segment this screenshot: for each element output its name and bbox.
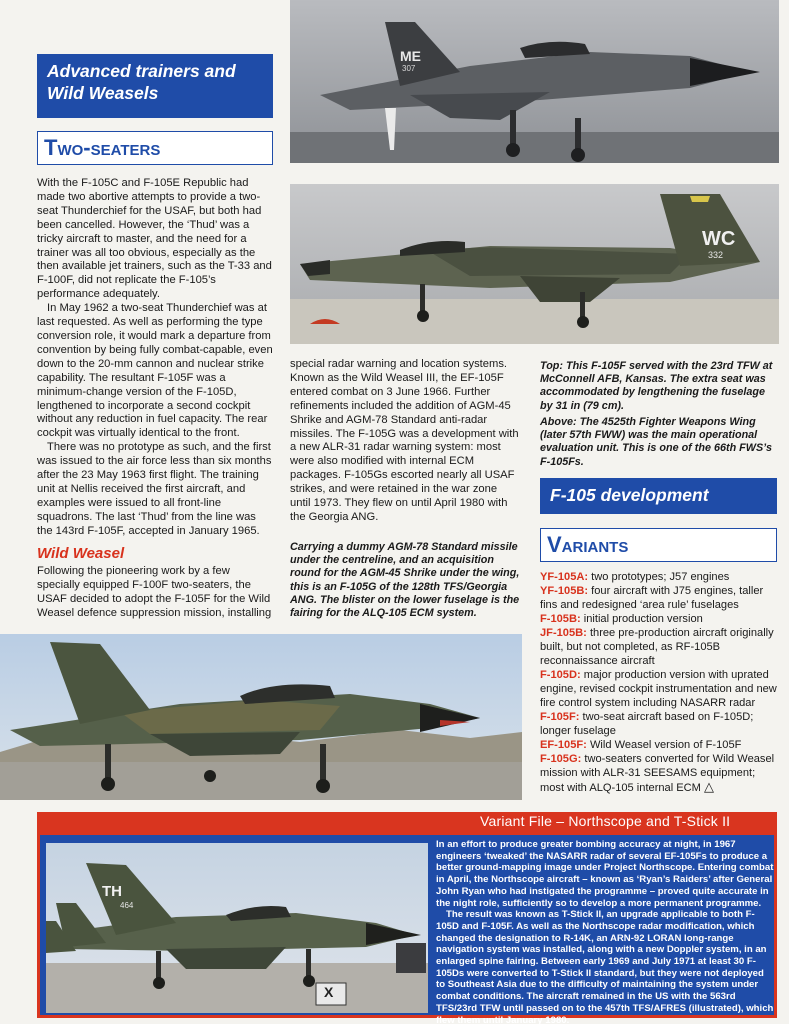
variant-item: F-105F: two-seat aircraft based on F-105D; longer fuselage	[540, 711, 754, 737]
variant-file-title-strip	[37, 812, 777, 834]
variant-file-paragraph-1: In an effort to produce greater bombing accuracy at night, in 1967 engineers ‘tweaked’ the NASARR radar of several EF-105Fs to produce a better ground-mapping image under Project Northscope. Entering combat in April, the Northscope aircraft – known as ‘Ryan’s Raiders’ after General John Ryan who had instigated the programme – proved quite accurate in the night role, sufficiently so to develop a more permanent programme.	[436, 839, 774, 909]
variant-item: YF-105B: four aircraft with J75 engines, taller fins and redesigned ‘area rule’ fuselages	[540, 585, 764, 611]
intro-paragraph-1: With the F-105C and F-105E Republic had made two abortive attempts to provide a two-seat Thunderchief for the USAF, but both had been cancelled. However, the ‘Thud’ was a tricky aircraft to master, and the need for a trainer was all too obvious, especially as the then available jet trainers, such as the T-33 and F-100F, did not replicate the F-105’s performance adequately.	[37, 177, 272, 301]
article-title-box	[37, 54, 273, 118]
caption-top-photo: Top: This F-105F served with the 23rd TFW at McConnell AFB, Kansas. The extra seat was accommodated by lengthening the fuselage by 31 in (79 cm).	[540, 360, 773, 412]
wild-weasel-paragraph: Following the pioneering work by a few specially equipped F-100F two-seaters, the USAF decided to adopt the F-105F for the Wild Weasel defence suppression mission, installing	[37, 565, 272, 619]
wild-weasel-heading: Wild Weasel	[37, 545, 125, 562]
photo-f105g-georgia-ang	[0, 634, 522, 800]
photo-f105f-23rd-tfw	[290, 0, 779, 163]
variant-file-paragraph-2: The result was known as T-Stick II, an upgrade applicable to both F-105D and F-105F. As well as the Northscope radar modification, which changed the designation to R-14K, an ARN-92 LORAN long-range navigation system was installed, along with a new Doppler system, in an enlarged spine fairing. Between early 1969 and July 1971 at least 30 F-105Ds were converted to T-Stick II standard, but they were not deployed to Southeast Asia due to the difficulty of maintaining the system under combat conditions. The aircraft remained in the US with the 563rd TFS/23rd TFW until passed on to the 457th TFS/AFRES (illustrated), which flew them until January 1980.	[436, 909, 774, 1024]
section-heading-two-seaters	[37, 131, 273, 165]
aircraft-illustration-middle	[290, 184, 779, 344]
section-heading-text: Two-seaters	[44, 135, 161, 160]
variant-item: F-105G: two-seaters converted for Wild Weasel mission with ALR-31 SEESAMS equipment; most with ALQ-105 internal ECM △	[540, 753, 775, 794]
caption-above-photo: Above: The 4525th Fighter Weapons Wing (later 57th FWW) was the main operational evaluation unit. This is one of the 66th FWS’s F-105Fs.	[540, 416, 772, 468]
article-title-line1: Advanced trainers and	[47, 61, 236, 81]
t-stick-tail-code: TH	[102, 883, 122, 900]
t-stick-serial: 464	[120, 901, 134, 910]
development-title-box	[540, 478, 777, 514]
development-title: F-105 development	[550, 485, 709, 505]
photo-t-stick-f105s	[46, 843, 428, 1013]
photo-f105f-66th-fws	[290, 184, 779, 344]
variant-item: F-105B: initial production version	[540, 613, 703, 625]
variants-heading-text: Variants	[547, 532, 629, 557]
t-stick-marker: X	[324, 984, 334, 1000]
variant-item: JF-105B: three pre-production aircraft originally built, but not completed, as RF-105B reconnaissance aircraft	[540, 627, 774, 667]
variant-item: F-105D: major production version with uprated engine, revised cockpit instrumentation and new fire control system including NASARR radar	[540, 669, 777, 709]
top-serial: 307	[402, 64, 416, 73]
top-tail-code: ME	[400, 48, 421, 64]
variant-item: EF-105F: Wild Weasel version of F-105F	[540, 739, 742, 751]
wild-weasel-continuation: special radar warning and location systems. Known as the Wild Weasel III, the EF-105F entered combat on 3 June 1966. Further refinements included the addition of AGM-45 Shrike and AGM-78 Standard anti-radar missiles. The F-105G was a development with a new ALR-31 radar warning system: most were also modified with internal ECM packages. F-105Gs escorted nearly all USAF strikes, and were retained in the war zone until 1973. They flew on until April 1980 with the Georgia ANG.	[290, 358, 519, 523]
variant-file-box	[37, 832, 777, 1024]
variant-file-text	[436, 839, 774, 1024]
mid-serial: 332	[708, 250, 724, 260]
mid-tail-code: WC	[702, 228, 736, 250]
intro-paragraph-2: In May 1962 a two-seat Thunderchief was at last requested. As well as performing the type conversion role, it would mark a departure from convention by being fully combat-capable, even down to the 20-mm cannon and nuclear strike capability. The resultant F-105F was a minimum-change version of the F-105D, lengthened to incorporate a second cockpit without any reduction in fuel capacity. The rear cockpit was virtually identical to the front.	[37, 302, 273, 440]
aircraft-illustration-f105g	[0, 634, 522, 800]
aircraft-illustration-top	[290, 0, 779, 163]
variants-list	[540, 570, 777, 795]
section-heading-variants	[540, 528, 777, 562]
intro-article-text	[37, 177, 273, 539]
end-mark-icon: △	[704, 779, 715, 794]
article-title-line2: Wild Weasels	[47, 83, 159, 103]
caption-f105g-georgia-ang: Carrying a dummy AGM-78 Standard missile under the centreline, and an acquisition round for the AGM-45 Shrike under the wing, this is an F-105G of the 128th TFS/Georgia ANG. The blister on the lower fuselage is the fairing for the ALQ-105 ECM system.	[290, 541, 520, 620]
variant-item: YF-105A: two prototypes; J57 engines	[540, 571, 730, 583]
aircraft-illustration-t-stick	[46, 843, 428, 1013]
variant-file-title: Variant File – Northscope and T-Stick II	[480, 813, 731, 829]
intro-paragraph-3: There was no prototype as such, and the first was issued to the air force less than six months after the 23 May 1963 first flight. The training unit at Nellis received the first aircraft, and examples were issued to all front-line squadrons. The last ‘Thud’ from the line was the 143rd F-105F, accepted in January 1965.	[37, 441, 272, 537]
